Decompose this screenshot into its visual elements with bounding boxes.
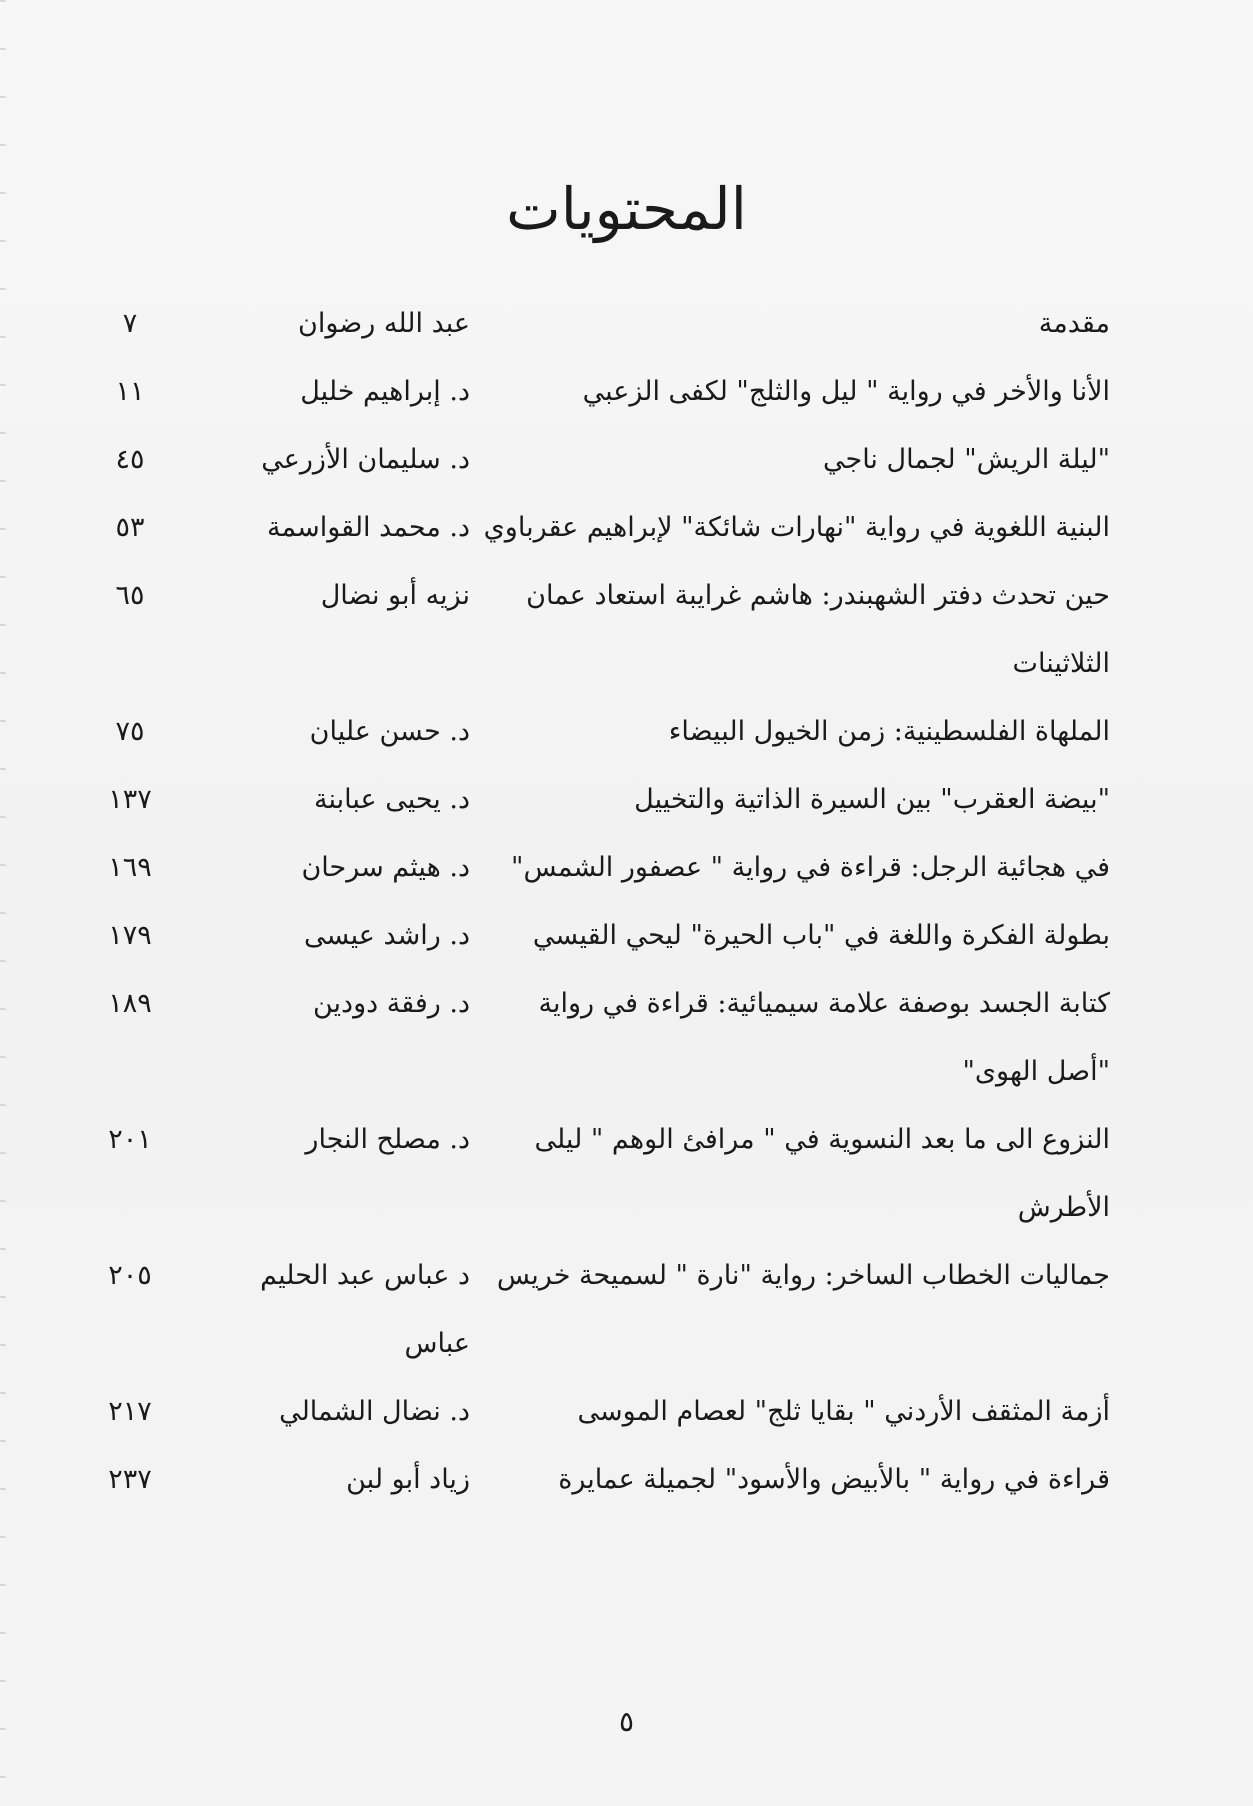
entry-author: د. رفقة دودين: [312, 988, 470, 1019]
entry-author: د. إبراهيم خليل: [300, 376, 470, 407]
toc-row: [70, 290, 1110, 358]
entry-author: د. سليمان الأزرعي: [261, 444, 470, 475]
toc-row: [70, 426, 1110, 494]
table-of-contents: [70, 290, 1110, 1514]
toc-row: [70, 358, 1110, 426]
entry-author: د. يحيى عبابنة: [314, 784, 470, 815]
toc-row: [70, 1378, 1110, 1446]
entry-page-number: ١٧٩: [108, 920, 152, 951]
entry-title: الأنا والأخر في رواية " ليل والثلج" لكفى الزعبي: [582, 376, 1110, 407]
entry-author: عبد الله رضوان: [298, 308, 470, 339]
entry-page-number: ٦٥: [115, 580, 145, 611]
entry-title: البنية اللغوية في رواية "نهارات شائكة" لإبراهيم عقرباوي: [483, 512, 1110, 543]
toc-row: [70, 766, 1110, 834]
entry-page-number: ٢٣٧: [108, 1464, 152, 1495]
entry-author: نزيه أبو نضال: [320, 580, 470, 611]
entry-author: د. هيثم سرحان: [301, 852, 470, 883]
entry-page-number: ٧٥: [115, 716, 145, 747]
page-title: المحتويات: [506, 175, 747, 243]
entry-author: د. حسن عليان: [309, 716, 470, 747]
entry-title: في هجائية الرجل: قراءة في رواية " عصفور الشمس": [511, 852, 1110, 883]
entry-page-number: ٤٥: [115, 444, 145, 475]
toc-row: [70, 698, 1110, 766]
entry-page-number: ٥٣: [115, 512, 145, 543]
entry-page-number: ١٦٩: [108, 852, 152, 883]
toc-row: [70, 902, 1110, 970]
toc-row: [70, 970, 1110, 1106]
entry-page-number: ١٨٩: [108, 988, 152, 1019]
entry-page-number: ٢٠١: [108, 1124, 152, 1155]
page-number: ٥: [618, 1705, 635, 1738]
entry-title: حين تحدث دفتر الشهبندر: هاشم غرايبة استعاد عمان الثلاثينات: [526, 580, 1110, 679]
entry-title: بطولة الفكرة واللغة في "باب الحيرة" ليحي القيسي: [532, 920, 1110, 951]
entry-page-number: ١٣٧: [108, 784, 152, 815]
entry-title: أزمة المثقف الأردني " بقايا ثلج" لعصام الموسى: [577, 1396, 1110, 1427]
entry-title: مقدمة: [1038, 308, 1110, 339]
entry-title: جماليات الخطاب الساخر: رواية "نارة " لسميحة خريس: [496, 1260, 1110, 1291]
toc-row: [70, 1106, 1110, 1242]
entry-author: د عباس عبد الحليم عباس: [260, 1260, 470, 1359]
entry-author: د. راشد عيسى: [304, 920, 470, 951]
entry-title: النزوع الى ما بعد النسوية في " مرافئ الوهم " ليلى الأطرش: [534, 1124, 1110, 1223]
toc-row: [70, 1446, 1110, 1514]
entry-page-number: ١١: [115, 376, 145, 407]
entry-page-number: ٢٠٥: [108, 1260, 152, 1291]
entry-author: د. محمد القواسمة: [267, 512, 470, 543]
entry-title: "ليلة الريش" لجمال ناجي: [823, 444, 1110, 475]
toc-row: [70, 834, 1110, 902]
entry-author: د. مصلح النجار: [305, 1124, 470, 1155]
toc-row: [70, 494, 1110, 562]
entry-title: الملهاة الفلسطينية: زمن الخيول البيضاء: [668, 716, 1110, 747]
entry-page-number: ٢١٧: [108, 1396, 152, 1427]
toc-row: [70, 1242, 1110, 1378]
entry-title: كتابة الجسد بوصفة علامة سيميائية: قراءة في رواية "أصل الهوى": [538, 988, 1110, 1087]
binding-edge: [0, 0, 6, 1806]
entry-author: زياد أبو لبن: [346, 1464, 470, 1495]
entry-author: د. نضال الشمالي: [279, 1396, 470, 1427]
toc-row: [70, 562, 1110, 698]
entry-title: "بيضة العقرب" بين السيرة الذاتية والتخييل: [634, 784, 1110, 815]
entry-page-number: ٧: [122, 308, 138, 339]
entry-title: قراءة في رواية " بالأبيض والأسود" لجميلة عمايرة: [558, 1464, 1110, 1495]
